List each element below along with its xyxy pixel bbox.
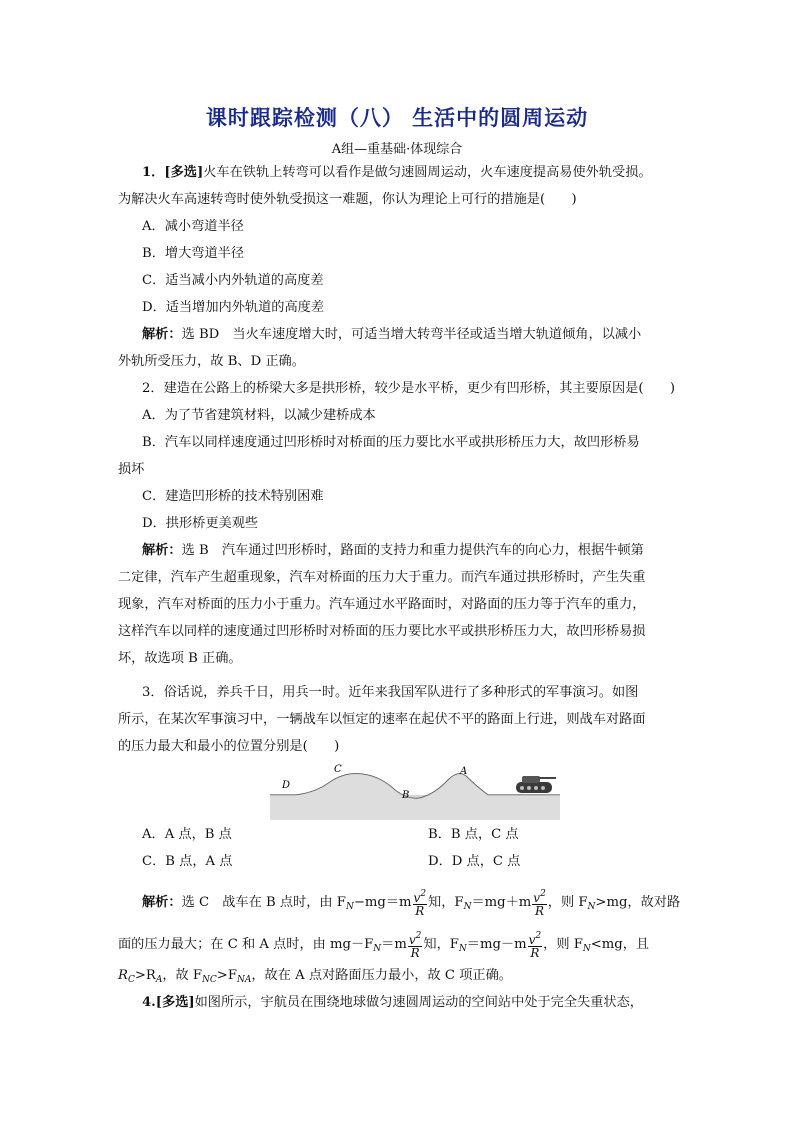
q2-option-c: C．建造凹形桥的技术特别困难	[142, 489, 324, 504]
q3-answer-label: 解析：	[142, 895, 182, 910]
q3-option-a: A．A 点，B 点	[142, 827, 232, 842]
sub-na: NA	[237, 975, 252, 985]
frac-num: v	[533, 891, 541, 905]
frac-sup: 2	[420, 889, 427, 899]
q3-ans2-b: ＝m	[381, 937, 407, 952]
label-d: D	[282, 780, 291, 791]
q3-option-d: D．D 点，C 点	[428, 854, 521, 869]
q3-ans1-a: 选 C 战车在 B 点时，由 F	[181, 895, 346, 910]
sub-nc: NC	[202, 975, 217, 985]
q2-answer-line5: 坏，故选项 B 正确。	[118, 651, 242, 666]
q2-option-d: D．拱形桥更美观些	[142, 516, 259, 531]
frac-sup: 2	[415, 931, 422, 941]
q4-stem-text1: 如图所示，宇航员在围绕地球做匀速圆周运动的空间站中处于完全失重状态，	[194, 995, 643, 1010]
q3-option-c: C．B 点，A 点	[142, 854, 233, 869]
q3-ans3-c: ，故 F	[162, 968, 203, 983]
q1-option-d: D．适当增加内外轨道的高度差	[142, 300, 325, 315]
label-b: B	[402, 790, 410, 801]
frac-num: v	[413, 891, 421, 905]
q2-option-b-line2: 损坏	[118, 462, 145, 477]
q3-ans3-a: R	[118, 968, 128, 983]
fraction-v2-r	[408, 930, 423, 959]
q1-stem-line1	[142, 163, 652, 183]
frac-den: R	[530, 946, 540, 960]
q3-ans1-b: −mg＝m	[353, 895, 412, 910]
q3-ans3-e: ，故在 A 点对路面压力最小，故 C 项正确。	[251, 968, 512, 983]
q3-answer-line3	[118, 966, 512, 990]
q2-option-a: A．为了节省建筑材料，以减少建桥成本	[142, 408, 376, 423]
q1-stem-text1: 火车在铁轨上转弯可以看作是做匀速圆周运动，火车速度提高易使外轨受损。	[203, 165, 652, 180]
q3-ans1-f: >mg，故对路	[595, 895, 681, 910]
frac-num: v	[408, 933, 416, 947]
q3-option-b: B．B 点，C 点	[428, 827, 519, 842]
q3-ans3-b: >R	[134, 968, 156, 983]
q3-answer-line1	[142, 888, 680, 917]
frac-sup: 2	[540, 889, 546, 899]
q3-ans2-c: 知，F	[423, 937, 459, 952]
q3-stem-line3: 的压力最大和最小的位置分别是( )	[118, 739, 340, 754]
q3-ans1-c: 知，F	[428, 895, 464, 910]
label-a: A	[460, 766, 468, 777]
q3-ans2-a: 面的压力最大；在 C 和 A 点时，由 mg－F	[118, 937, 374, 952]
sub-n: N	[458, 944, 467, 954]
q1-option-c: C．适当减小内外轨道的高度差	[142, 273, 324, 288]
q2-answer-label: 解析：	[142, 543, 182, 558]
q4-stem-line1	[142, 993, 643, 1013]
q1-answer-text1: 选 BD 当火车速度增大时，可适当增大转弯半径或适当增大轨道倾角，以减小	[181, 327, 642, 342]
sub-n: N	[345, 902, 354, 912]
q4-tag: 4.[多选]	[142, 995, 195, 1010]
frac-sup: 2	[535, 931, 542, 941]
sub-n: N	[463, 902, 472, 912]
frac-den: R	[535, 904, 545, 918]
q3-stem-line2: 所示，在某次军事演习中，一辆战车以恒定的速率在起伏不平的路面上行进，则战车对路面	[118, 712, 646, 727]
tank-icon	[516, 776, 556, 793]
q1-stem-line2: 为解决火车高速转弯时使外轨受损这一难题，你认为理论上可行的措施是( )	[118, 192, 577, 207]
q3-answer-line2	[118, 930, 649, 959]
q3-ans1-e: ，则 F	[547, 895, 588, 910]
q1-answer-label: 解析：	[142, 327, 182, 342]
sub-a: A	[155, 975, 163, 985]
label-c: C	[334, 764, 342, 775]
q2-answer-line4: 这样汽车以同样的速度通过凹形桥时对桥面的压力要比水平或拱形桥压力大，故凹形桥易损	[118, 624, 646, 639]
q1-answer-line2: 外轨所受压力，故 B、D 正确。	[118, 354, 305, 369]
sub-c: C	[127, 975, 135, 985]
q3-ans2-f: <mg，且	[590, 937, 650, 952]
q3-ans2-e: ，则 F	[543, 937, 583, 952]
group-heading: A组—重基础·体现综合	[331, 142, 463, 157]
frac-den: R	[415, 904, 425, 918]
q2-stem: 2．建造在公路上的桥梁大多是拱形桥，较少是水平桥，更少有凹形桥，其主要原因是( )	[142, 381, 675, 396]
q2-answer-line1	[142, 541, 644, 561]
terrain-figure	[270, 760, 560, 820]
sub-n: N	[587, 902, 596, 912]
q2-option-b-line1: B．汽车以同样速度通过凹形桥时对桥面的压力要比水平或拱形桥压力大，故凹形桥易	[142, 435, 640, 450]
q3-ans3-d: >F	[216, 968, 237, 983]
frac-den: R	[410, 946, 420, 960]
q2-answer-line3: 现象，汽车对桥面的压力小于重力。汽车通过水平路面时，对路面的压力等于汽车的重力，	[118, 597, 646, 612]
page-title: 课时跟踪检测（八） 生活中的圆周运动	[205, 106, 589, 130]
q2-answer-line2: 二定律，汽车产生超重现象，汽车对桥面的压力大于重力。而汽车通过拱形桥时，产生失重	[118, 570, 646, 585]
sub-n: N	[373, 944, 382, 954]
q1-answer-line1	[142, 325, 641, 345]
fraction-v2-r	[532, 888, 547, 917]
fraction-v2-r	[413, 888, 428, 917]
q3-ans2-d: ＝mg－m	[466, 937, 527, 952]
q1-option-a: A．减小弯道半径	[142, 219, 244, 234]
q2-answer-text1: 选 B 汽车通过凹形桥时，路面的支持力和重力提供汽车的向心力，根据牛顿第	[181, 543, 644, 558]
q3-stem-line1: 3．俗话说，养兵千日，用兵一时。近年来我国军队进行了多种形式的军事演习。如图	[142, 685, 639, 700]
frac-num: v	[528, 933, 536, 947]
q3-ans1-d: ＝mg＋m	[471, 895, 532, 910]
q1-option-b: B．增大弯道半径	[142, 246, 245, 261]
sub-n: N	[582, 944, 591, 954]
fraction-v2-r	[528, 930, 543, 959]
q1-tag: 1．[多选]	[142, 165, 204, 180]
